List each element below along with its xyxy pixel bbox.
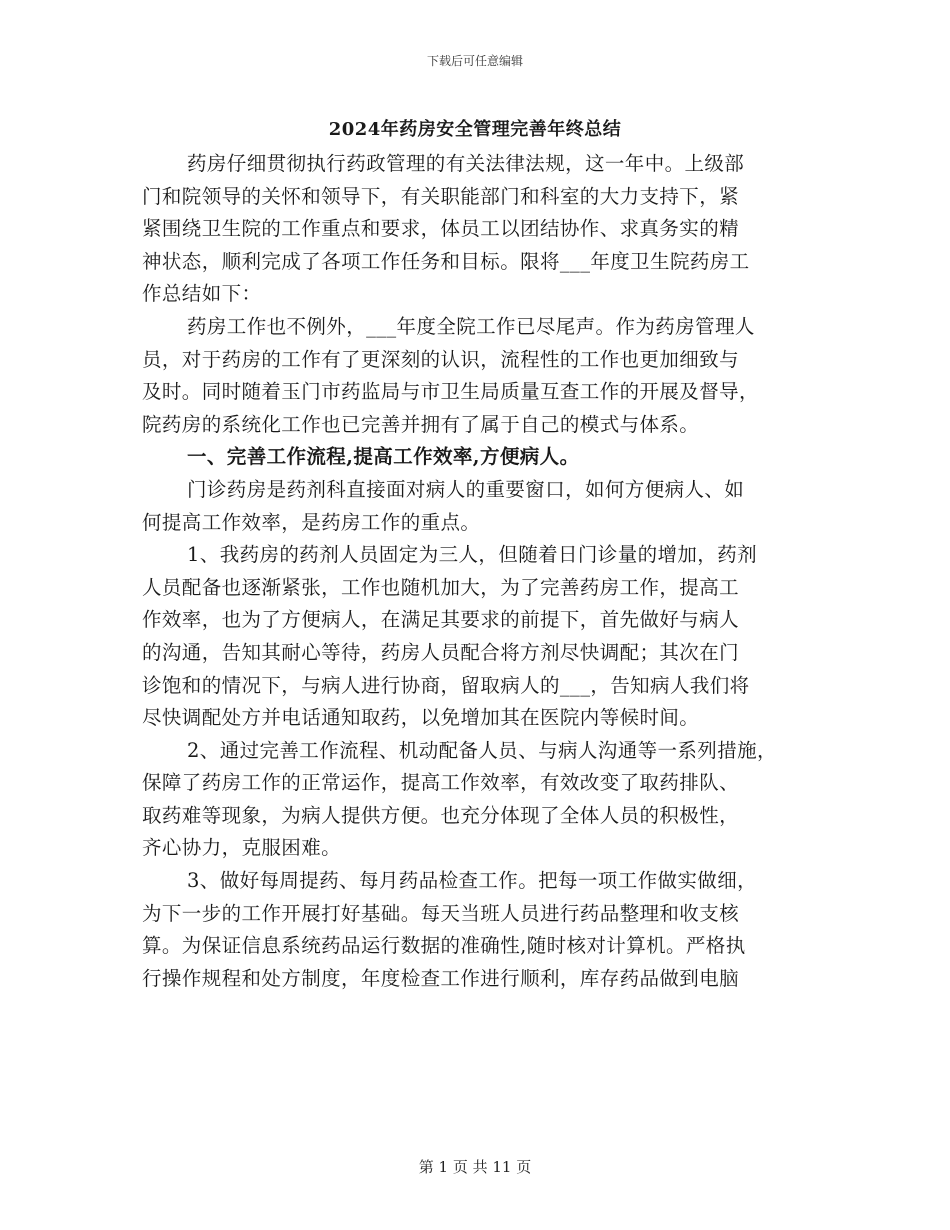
page-number: 第 1 页 共 11 页 bbox=[418, 1158, 532, 1176]
paragraph-line: 1、我药房的药剂人员固定为三人，但随着日门诊量的增加，药剂 bbox=[187, 543, 758, 567]
paragraph-line: 行操作规程和处方制度，年度检查工作进行顺利，库存药品做到电脑 bbox=[142, 966, 740, 990]
paragraph-line: 神状态，顺利完成了各项工作任务和目标。限将___年度卫生院药房工 bbox=[142, 249, 750, 273]
paragraph-line: 为下一步的工作开展打好基础。每天当班人员进行药品整理和收支核 bbox=[142, 901, 740, 925]
paragraph-line: 紧围绕卫生院的工作重点和要求，体员工以团结协作、求真务实的精 bbox=[142, 217, 740, 241]
paragraph-line: 尽快调配处方并电话通知取药，以免增加其在医院内等候时间。 bbox=[142, 706, 700, 730]
paragraph-line: 药房仔细贯彻执行药政管理的有关法律法规，这一年中。上级部 bbox=[187, 152, 745, 175]
paragraph-line: 保障了药房工作的正常运作，提高工作效率，有效改变了取药排队、 bbox=[142, 771, 740, 795]
paragraph-line: 员，对于药房的工作有了更深刻的认识，流程性的工作也更加细致与 bbox=[142, 347, 740, 371]
paragraph-line: 取药难等现象，为病人提供方便。也充分体现了全体人员的积极性， bbox=[142, 803, 740, 827]
paragraph-line: 人员配备也逐渐紧张，工作也随机加大，为了完善药房工作，提高工 bbox=[142, 575, 740, 599]
paragraph-line: 作总结如下： bbox=[142, 282, 262, 306]
paragraph-line: 齐心协力，克服困难。 bbox=[142, 836, 342, 860]
paragraph-line: 门和院领导的关怀和领导下，有关职能部门和科室的大力支持下，紧 bbox=[142, 184, 740, 208]
paragraph-line: 作效率，也为了方便病人，在满足其要求的前提下，首先做好与病人 bbox=[142, 608, 740, 632]
paragraph-line: 诊饱和的情况下，与病人进行协商，留取病人的___，告知病人我们将 bbox=[142, 673, 750, 697]
paragraph-line: 2、通过完善工作流程、机动配备人员、与病人沟通等一系列措施， bbox=[187, 738, 777, 762]
paragraph-line: 的沟通，告知其耐心等待，药房人员配合将方剂尽快调配；其次在门 bbox=[142, 640, 740, 664]
paragraph-line: 及时。同时随着玉门市药监局与市卫生局质量互查工作的开展及督导， bbox=[142, 380, 759, 404]
paragraph-line: 3、做好每周提药、每月药品检查工作。把每一项工作做实做细， bbox=[187, 869, 758, 893]
document-body bbox=[142, 148, 807, 995]
document-title: 2024年药房安全管理完善年终总结 bbox=[328, 119, 622, 140]
paragraph-line: 何提高工作效率，是药房工作的重点。 bbox=[142, 510, 481, 534]
section-heading: 一、完善工作流程,提高工作效率,方便病人。 bbox=[187, 445, 580, 469]
paragraph-line: 算。为保证信息系统药品运行数据的准确性,随时核对计算机。严格执 bbox=[142, 934, 746, 958]
paragraph-line: 门诊药房是药剂科直接面对病人的重要窗口，如何方便病人、如 bbox=[187, 477, 745, 501]
page-header-note: 下载后可任意编辑 bbox=[426, 54, 523, 68]
paragraph-line: 院药房的系统化工作也已完善并拥有了属于自己的模式与体系。 bbox=[142, 412, 700, 436]
paragraph-line: 药房工作也不例外，___年度全院工作已尽尾声。作为药房管理人 bbox=[187, 314, 755, 338]
